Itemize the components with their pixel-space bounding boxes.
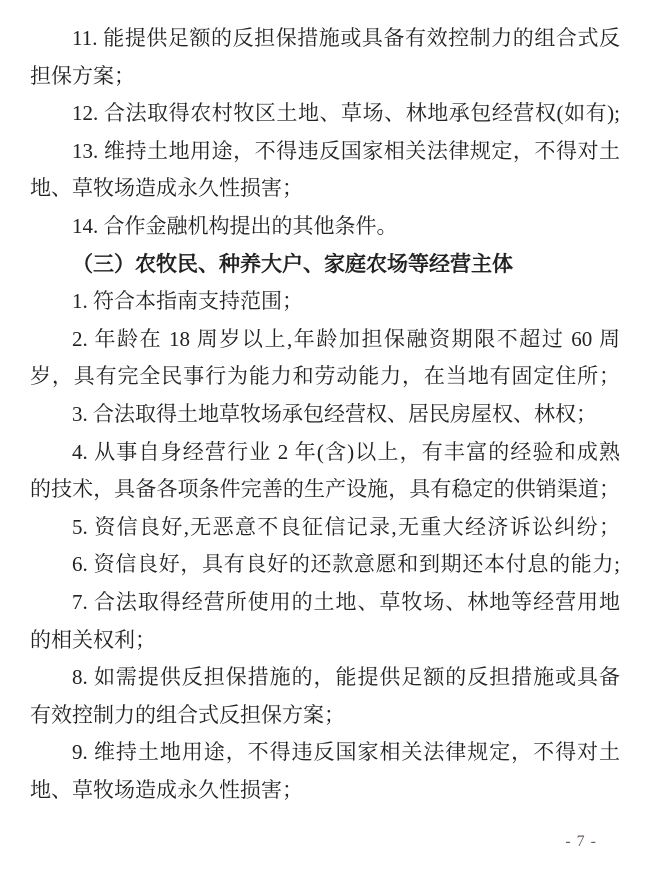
list-item-12: 12. 合法取得农村牧区土地、草场、林地承包经营权(如有); <box>72 101 620 126</box>
list-item-4-line-2: 的技术，具备各项条件完善的生产设施，具有稳定的供销渠道； <box>30 477 620 502</box>
document-body <box>30 20 620 809</box>
list-item-6: 6. 资信良好，具有良好的还款意愿和到期还本付息的能力; <box>72 552 620 577</box>
list-item-2-line-1: 2. 年龄在 18 周岁以上,年龄加担保融资期限不超过 60 周 <box>72 326 620 351</box>
list-item-9-line-2: 地、草牧场造成永久性损害； <box>30 777 303 802</box>
list-item-8-line-1: 8. 如需提供反担保措施的，能提供足额的反担措施或具备 <box>72 665 620 690</box>
list-item-9-line-1: 9. 维持土地用途，不得违反国家相关法律规定，不得对土 <box>72 740 620 765</box>
list-item-13-line-2: 地、草牧场造成永久性损害； <box>30 176 303 201</box>
list-item-1: 1. 符合本指南支持范围； <box>72 289 303 314</box>
list-item-13-line-1: 13. 维持土地用途，不得违反国家相关法律规定，不得对土 <box>72 138 620 163</box>
page-number: - 7 - <box>565 833 597 850</box>
section-heading: （三）农牧民、种养大户、家庭农场等经营主体 <box>72 251 513 276</box>
list-item-5: 5. 资信良好,无恶意不良征信记录,无重大经济诉讼纠纷； <box>72 514 620 539</box>
list-item-8-line-2: 有效控制力的组合式反担保方案； <box>30 702 345 727</box>
list-item-2-line-2: 岁，具有完全民事行为能力和劳动能力，在当地有固定住所； <box>30 364 620 389</box>
list-item-4-line-1: 4. 从事自身经营行业 2 年(含)以上，有丰富的经验和成熟 <box>72 439 620 464</box>
list-item-14: 14. 合作金融机构提出的其他条件。 <box>72 213 398 238</box>
list-item-11-line-2: 担保方案； <box>30 63 135 88</box>
list-item-7-line-1: 7. 合法取得经营所使用的土地、草牧场、林地等经营用地 <box>72 589 620 614</box>
list-item-7-line-2: 的相关权利； <box>30 627 156 652</box>
list-item-3: 3. 合法取得土地草牧场承包经营权、居民房屋权、林权； <box>72 401 597 426</box>
list-item-11-line-1: 11. 能提供足额的反担保措施或具备有效控制力的组合式反 <box>72 26 620 50</box>
